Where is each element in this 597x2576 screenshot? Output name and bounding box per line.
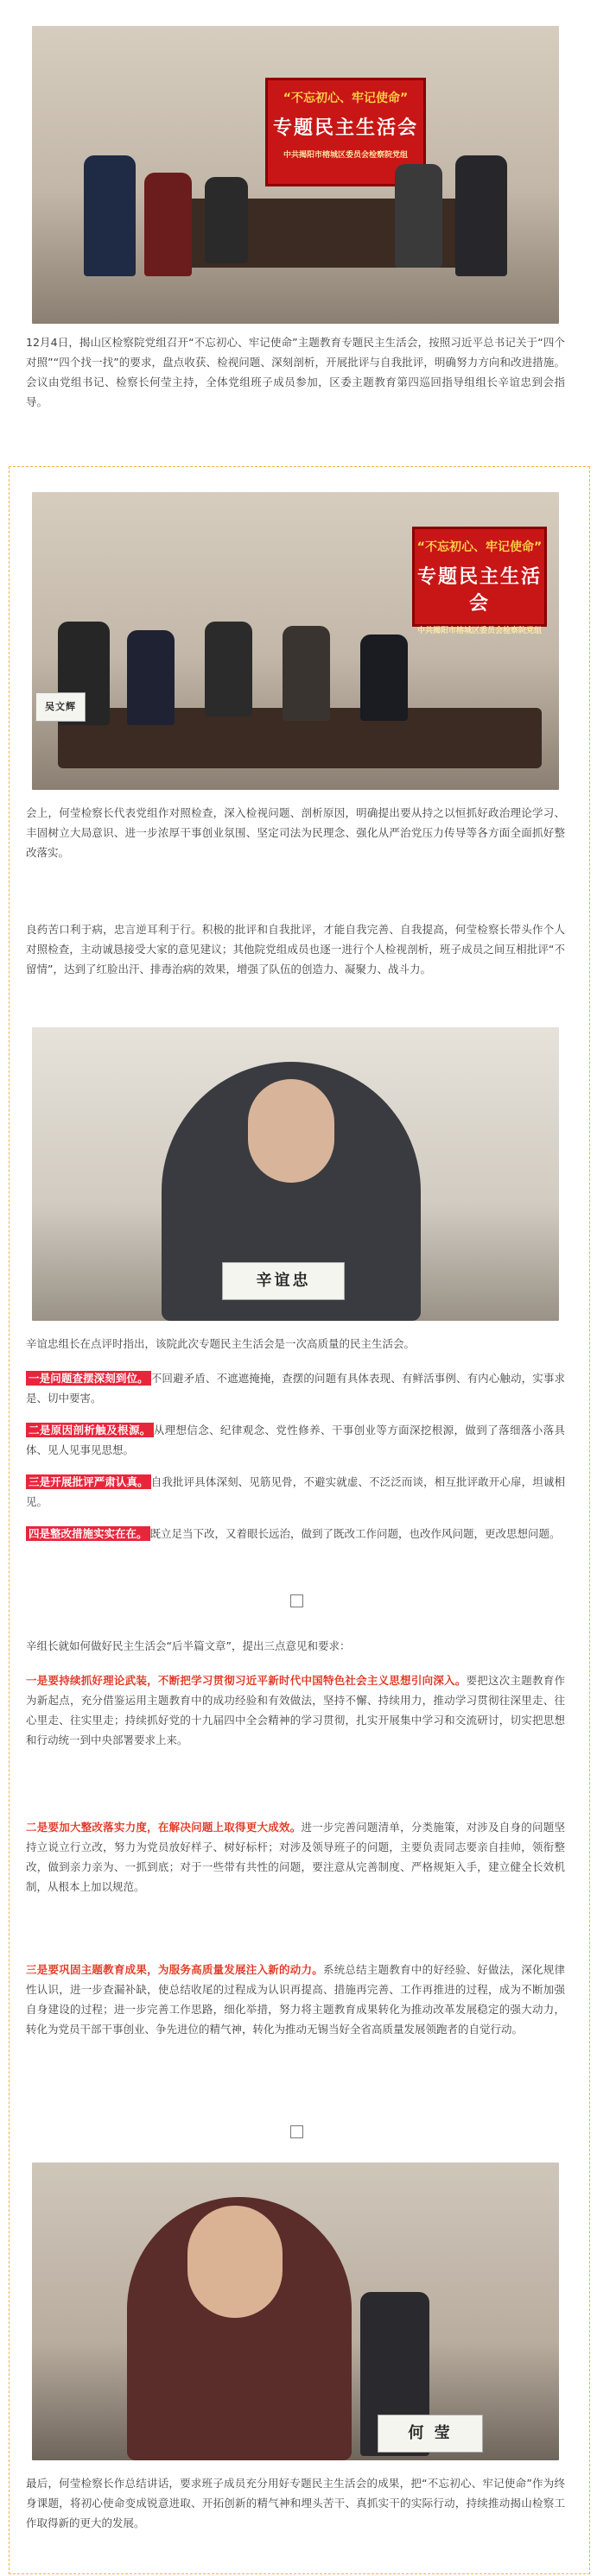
point-one-paragraph [26,1368,565,1408]
self-review-paragraph: 会上，何莹检察长代表党组作对照检查，深入检视问题、剖析原因，明确提出要从持之以恒抓好政治理论学习、丰固树立大局意识、进一步浓厚干事创业氛围、坚定司法为民理念、强化从严治党压力传导等各方面全面抓好整改落实。 [26,806,565,859]
name-card-xin: 辛谊忠 [222,1262,345,1300]
banner-2-line-1: “不忘初心、牢记使命” [416,540,543,554]
meeting-photo-2 [32,492,559,790]
point-four-highlight: 四是整改措施实实在在。 [26,1526,150,1541]
name-card: 吴文辉 [35,692,86,722]
banner-line-1: “不忘初心、牢记使命” [283,92,409,105]
banner-line-3: 中共揭阳市榕城区委员会检察院党组 [283,151,408,160]
point-two-paragraph [26,1420,565,1460]
point-one-highlight: 一是问题查摆深刻到位。 [26,1371,151,1386]
requirement-two-paragraph [26,1817,565,1897]
square-divider-icon [290,1594,303,1607]
point-one-text: 不回避矛盾、不遮遮掩掩，查摆的问题有具体表现、有鲜活事例、有内心触动，实事求是、切中要害。 [26,1372,565,1405]
requirement-three-lead: 三是要巩固主题教育成果，为服务高质量发展注入新的动力。 [26,1963,323,1976]
requirement-three-text: 系统总结主题教育中的好经验、好做法，深化规律性认识，进一步查漏补缺，使总结收尾的过程成为认识再提高、措施再完善、工作再推进的过程，成为不断加强自身建设的过程；进一步完善工作思路，细化举措，努力将主题教育成果转化为推动改革发展稳定的强大动力，转化为党员干部干事创业、争先进位的精气神，转化为推动无锡当好全省高质量发展领跑者的自觉行动。 [26,1963,565,2036]
point-three-text: 自我批评具体深刻、见筋见骨，不避实就虚、不泛泛而谈，相互批评敢开心扉，坦诚相见。 [26,1475,565,1508]
point-two-text: 从理想信念、纪律观念、党性修养、干事创业等方面深挖根源，做到了落细落小落具体、见人见事见思想。 [26,1424,565,1456]
square-divider-icon [290,2125,303,2138]
speaker-photo-xin [32,1027,559,1321]
evaluation-paragraph: 辛谊忠组长在点评时指出，该院此次专题民主生活会是一次高质量的民主生活会。 [26,1337,416,1350]
banner-line-2: 专题民主生活会 [272,117,418,139]
meeting-banner-2 [412,527,547,635]
closing-paragraph: 最后，何莹检察长作总结讲话，要求班子成员充分用好专题民主生活会的成果，把“不忘初心、牢记使命”作为终身课题，将初心使命变成锐意进取、开拓创新的精气神和埋头苦干、真抓实干的实际行动，持续推动揭山检察工作取得新的更大的发展。 [26,2477,565,2529]
requirement-three-paragraph [26,1960,565,2039]
criticism-paragraph: 良药苦口利于病，忠言逆耳利于行。积极的批评和自我批评，才能自我完善、自我提高，何莹检察长带头作个人对照检查，主动诚恳接受大家的意见建议；其他院党组成员也逐一进行个人检视剖析，班子成员之间互相批评“不留情”，达到了红脸出汗、排毒治病的效果，增强了队伍的创造力、凝聚力、战斗力。 [26,923,565,975]
point-two-highlight: 二是原因剖析触及根源。 [26,1423,154,1437]
point-three-paragraph [26,1472,565,1512]
speaker-photo-he [32,2162,559,2460]
banner-2-line-2: 专题民主生活会 [416,566,542,615]
requirement-one-text: 要把这次主题教育作为新起点，充分借鉴运用主题教育中的成功经验和有效做法，坚持不懈、持续用力，推动学习贯彻往深里走、往心里走、往实里走；持续抓好党的十九届四中全会精神的学习贯彻，扎实开展集中学习和交流研讨，切实把思想和行动统一到中央部署要求上来。 [26,1674,565,1746]
requirement-two-text: 进一步完善问题清单，分类施策，对涉及自身的问题坚持立说立行立改，努力为党员放好样子、树好标杆；对涉及领导班子的问题，主要负责同志要亲自挂帅，领衔整改，做到亲力亲为、一抓到底；对于一些带有共性的问题，要注意从完善制度、严格规矩入手，建立健全长效机制，从根本上加以规范。 [26,1821,565,1893]
requirements-intro-paragraph: 辛组长就如何做好民主生活会“后半篇文章”，提出三点意见和要求： [26,1639,351,1652]
name-card-he: 何 莹 [378,2415,483,2453]
requirement-one-lead: 一是要持续抓好理论武装，不断把学习贯彻习近平新时代中国特色社会主义思想引向深入。 [26,1674,467,1687]
requirement-two-lead: 二是要加大整改落实力度，在解决问题上取得更大成效。 [26,1821,302,1834]
point-four-paragraph [26,1524,565,1544]
banner-2-line-3: 中共揭阳市榕城区委员会检察院党组 [416,627,542,635]
point-four-text: 既立足当下改，又着眼长远治，做到了既改工作问题，也改作风问题，更改思想问题。 [149,1527,561,1540]
point-three-highlight: 三是开展批评严肃认真。 [26,1474,151,1489]
requirement-one-paragraph [26,1670,565,1750]
meeting-photo-1 [32,26,559,324]
intro-paragraph: 12月4日，揭山区检察院党组召开“不忘初心、牢记使命”主题教育专题民主生活会，按照习近平总书记关于“四个对照”“四个找一找”的要求，盘点收获、检视问题、深刻剖析，开展批评与自我批评，明确努力方向和改进措施。会议由党组书记、检察长何莹主持，全体党组班子成员参加，区委主题教育第四巡回指导组组长辛谊忠到会指导。 [26,336,565,408]
